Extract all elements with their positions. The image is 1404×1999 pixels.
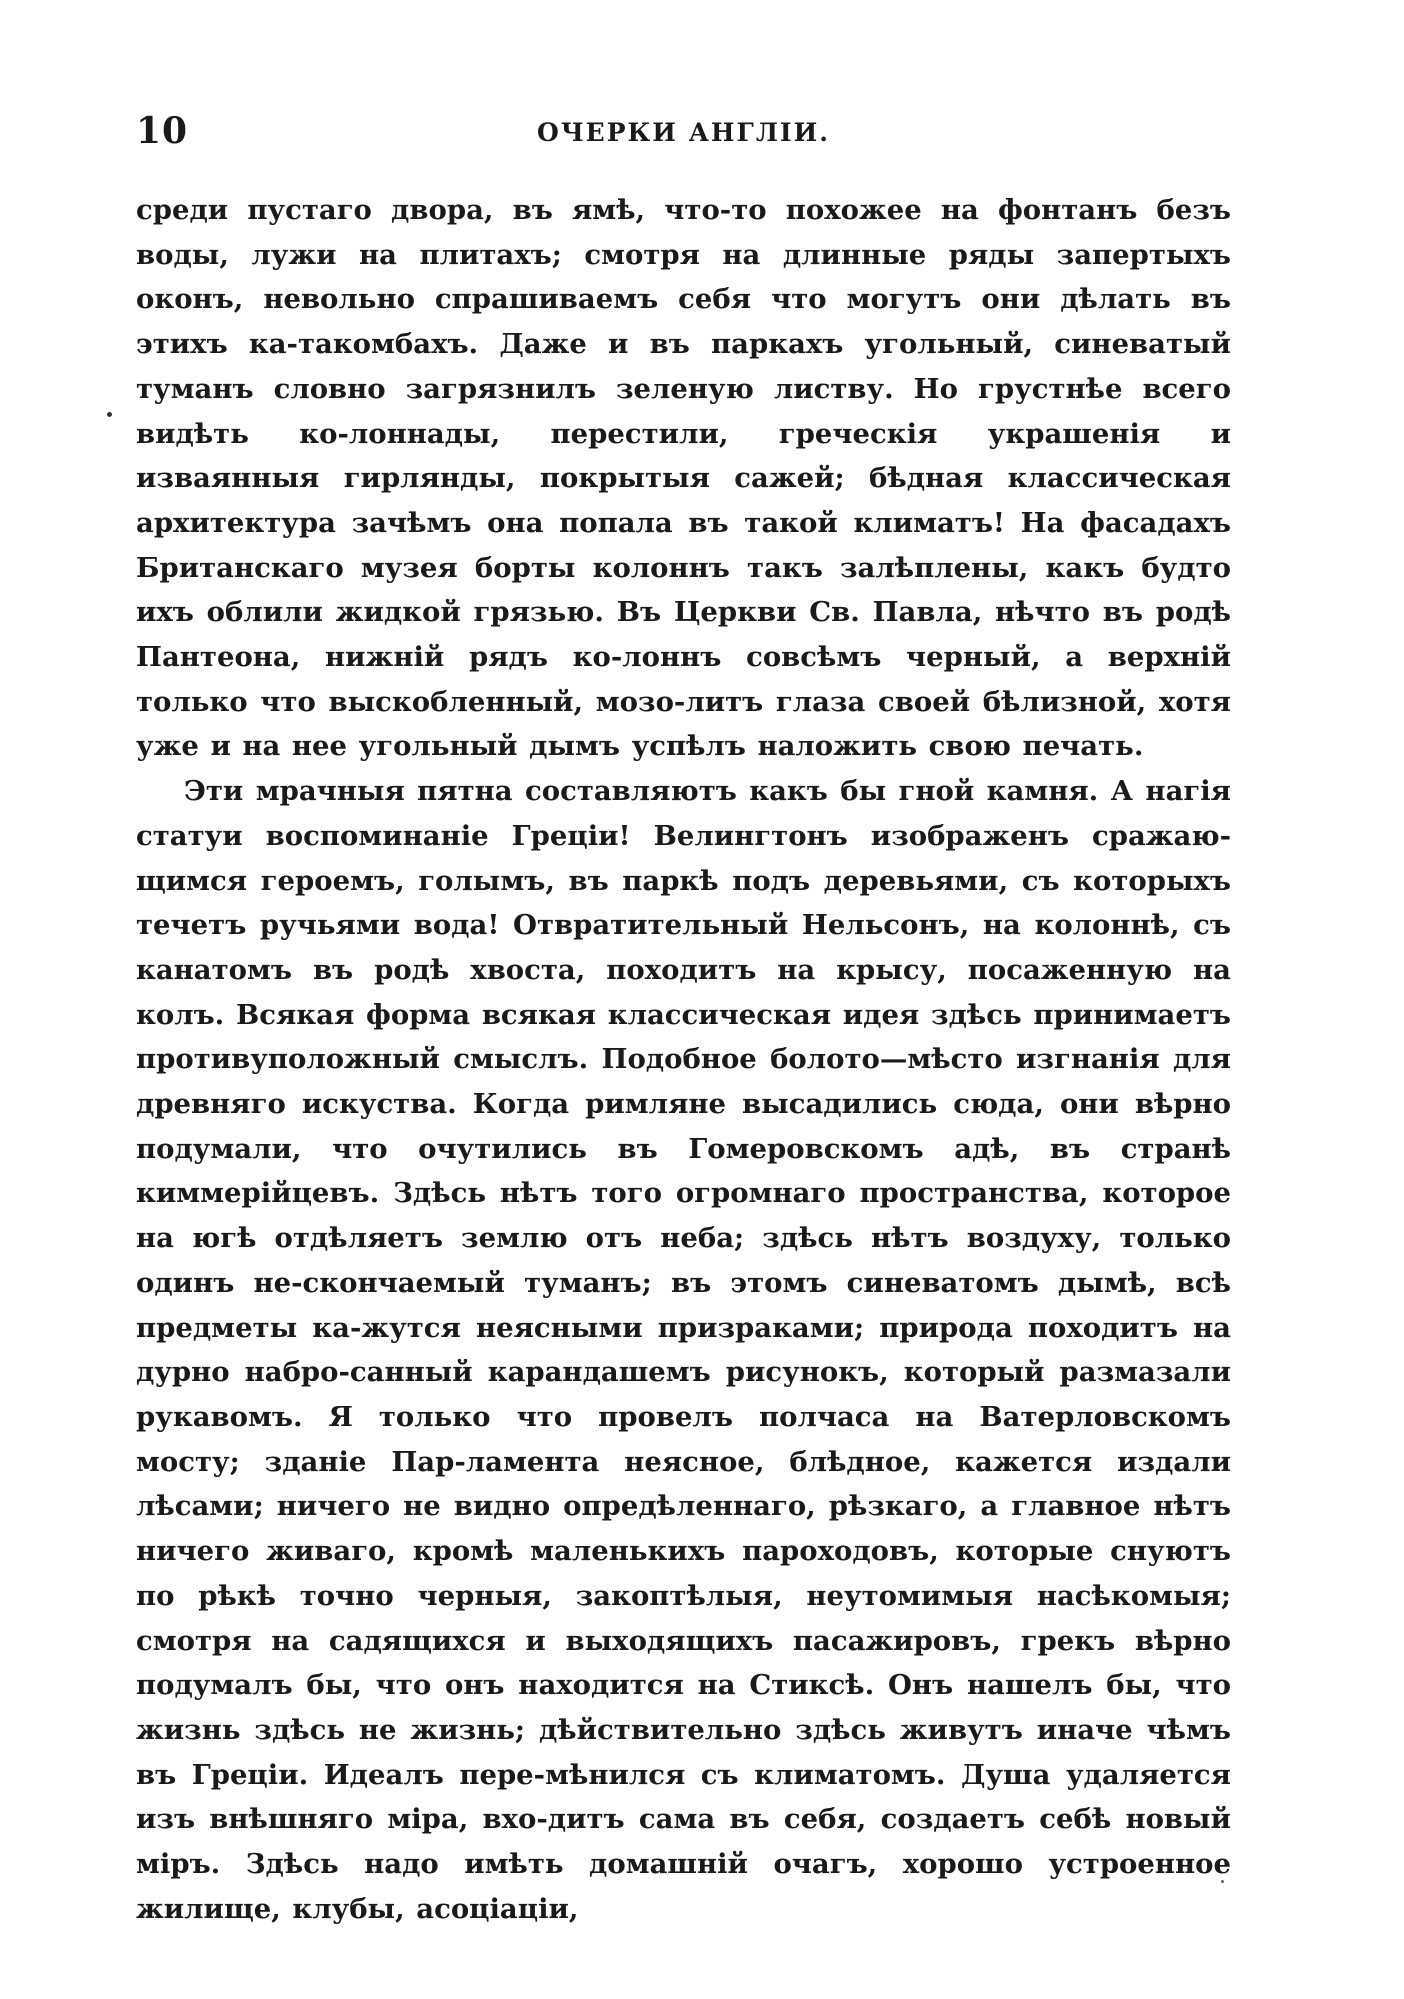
page-header bbox=[136, 110, 1231, 160]
paragraph: Эти мрачныя пятна составляютъ какъ бы гной камня. А нагія статуи воспоминаніе Греціи! Велингтонъ изображенъ сражаю-щимся героемъ, голымъ, въ паркѣ подъ деревьями, съ которыхъ течетъ ручьями вода! Отвратительный Нельсонъ, на колоннѣ, съ канатомъ въ родѣ хвоста, походитъ на крысу, посаженную на колъ. Всякая форма всякая классическая идея здѣсь принимаетъ противуположный смыслъ. Подобное болото—мѣсто изгнанія для древняго искуства. Когда римляне высадились сюда, они вѣрно подумали, что очутились въ Гомеровскомъ адѣ, въ странѣ киммерійцевъ. Здѣсь нѣтъ того огромнаго пространства, которое на югѣ отдѣляетъ землю отъ неба; здѣсь нѣтъ воздуху, только одинъ не-скончаемый туманъ; въ этомъ синеватомъ дымѣ, всѣ предметы ка-жутся неясными призраками; природа походитъ на дурно набро-санный карандашемъ рисунокъ, который размазали рукавомъ. Я только что провелъ полчаса на Ватерловскомъ мосту; зданіе Пар-ламента неясное, блѣдное, кажется издали лѣсами; ничего не видно опредѣленнаго, рѣзкаго, а главное нѣтъ ничего живаго, кромѣ маленькихъ пароходовъ, которые снуютъ по рѣкѣ точно черныя, закоптѣлыя, неутомимыя насѣкомыя; смотря на садящихся и выходящихъ пасажировъ, грекъ вѣрно подумалъ бы, что онъ находится на Стиксѣ. Онъ нашелъ бы, что жизнь здѣсь не жизнь; дѣйствительно здѣсь живутъ иначе чѣмъ въ Греціи. Идеалъ пере-мѣнился съ климатомъ. Душа удаляется изъ внѣшняго міра, вхо-дитъ сама въ себя, создаетъ себѣ новый міръ. Здѣсь надо имѣть домашній очагъ, хорошо устроенное жилище, клубы, асоціаціи, bbox=[136, 775, 1231, 1925]
body-text bbox=[136, 188, 1231, 1931]
running-title: ОЧЕРКИ АНГЛІИ. bbox=[537, 118, 830, 147]
margin-dot bbox=[1221, 1880, 1224, 1883]
margin-mark bbox=[107, 412, 112, 417]
page-number: 10 bbox=[136, 110, 189, 152]
paragraph-continued: среди пустаго двора, въ ямѣ, что-то похожее на фонтанъ безъ воды, лужи на плитахъ; смотря на длинные ряды запертыхъ оконъ, невольно спрашиваемъ себя что могутъ они дѣлать въ этихъ ка-такомбахъ. Даже и въ паркахъ угольный, синеватый туманъ словно загрязнилъ зеленую листву. Но грустнѣе всего видѣть ко-лоннады, перестили, греческія украшенія и изваянныя гирлянды, покрытыя сажей; бѣдная классическая архитектура зачѣмъ она попала въ такой климатъ! На фасадахъ Британскаго музея борты колоннъ такъ залѣплены, какъ будто ихъ облили жидкой грязью. Въ Церкви Св. Павла, нѣчто въ родѣ Пантеона, нижній рядъ ко-лоннъ совсѣмъ черный, а верхній только что выскобленный, мозо-литъ глаза своей бѣлизной, хотя уже и на нее угольный дымъ успѣлъ наложить свою печать. bbox=[136, 194, 1231, 763]
